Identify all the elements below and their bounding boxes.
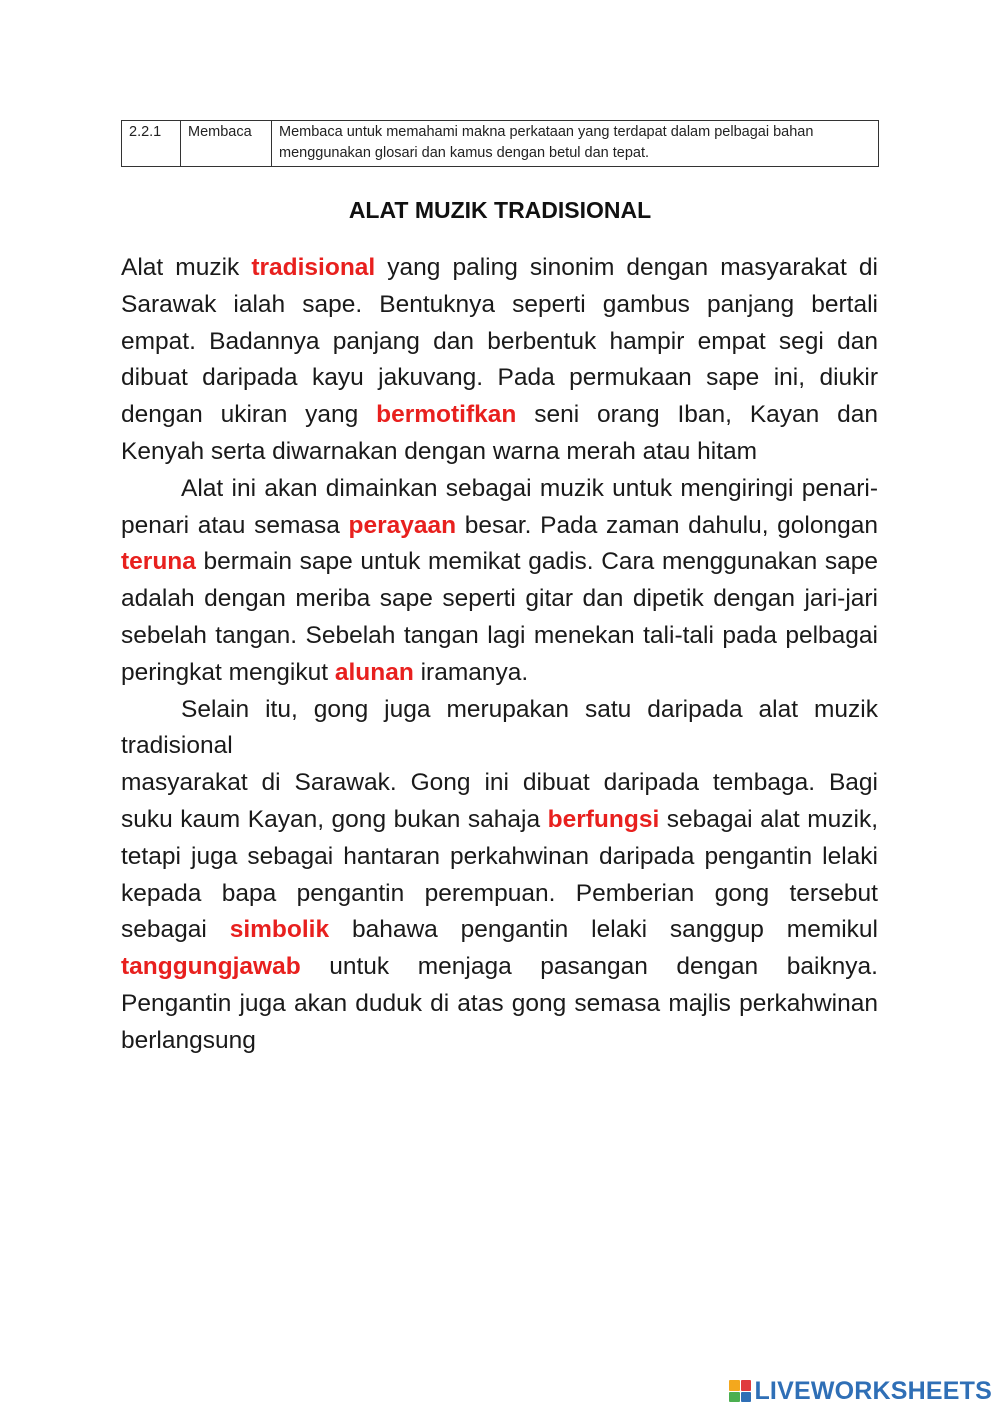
keyword-teruna: teruna <box>121 548 196 576</box>
article-body <box>121 250 878 1060</box>
text-segment: Selain itu, gong juga merupakan satu daripada alat muzik tradisional <box>121 695 878 760</box>
text-segment: Alat muzik <box>121 254 252 281</box>
paragraph-sape-usage <box>121 471 878 692</box>
keyword-berfungsi: berfungsi <box>547 805 660 833</box>
page-title: ALAT MUZIK TRADISIONAL <box>348 197 652 223</box>
paragraph-sape-intro <box>121 250 878 471</box>
standard-table <box>121 120 879 167</box>
text-segment: Alat ini akan dimainkan sebagai muzik untuk mengiringi penari-penari atau semasa <box>121 474 878 539</box>
keyword-perayaan: perayaan <box>348 511 457 539</box>
text-segment: iramanya. <box>413 658 529 686</box>
standard-code: 2.2.1 <box>122 121 181 167</box>
liveworksheets-logo-icon <box>729 1380 751 1402</box>
text-segment: untuk menjaga pasangan dengan baiknya. Pengantin juga akan duduk di atas gong semasa majlis perkahwinan berlangsung <box>121 953 878 1054</box>
keyword-alunan: alunan <box>334 658 414 686</box>
text-segment: besar. Pada zaman dahulu, golongan <box>456 511 879 539</box>
keyword-tradisional: tradisional <box>251 254 376 281</box>
text-segment: yang paling sinonim dengan masyarakat di Sarawak ialah sape. Bentuknya seperti gambus panjang bertali empat. Badannya panjang dan berbentuk hampir empat segi dan dibuat daripada kayu jakuvang. Pada permukaan sape ini, diukir dengan ukiran yang <box>121 254 878 429</box>
liveworksheets-brand-text: LIVEWORKSHEETS <box>754 1376 992 1405</box>
text-segment: seni orang Iban, Kayan dan Kenyah serta diwarnakan dengan warna merah atau hitam <box>121 401 879 465</box>
keyword-bermotifkan: bermotifkan <box>376 401 517 429</box>
standard-description: Membaca untuk memahami makna perkataan yang terdapat dalam pelbagai bahan menggunakan glosari dan kamus dengan betul dan tepat. <box>272 121 879 167</box>
text-segment: masyarakat di Sarawak. Gong ini dibuat daripada tembaga. Bagi suku kaum Kayan, gong bukan sahaja <box>121 769 878 833</box>
keyword-tanggungjawab: tanggungjawab <box>121 953 301 981</box>
paragraph-gong-intro <box>121 692 878 766</box>
text-segment: bahawa pengantin lelaki sanggup memikul <box>329 916 878 944</box>
text-segment: sebagai alat muzik, tetapi juga sebagai hantaran perkahwinan daripada pengantin lelaki kepada bapa pengantin perempuan. Pemberian gong tersebut sebagai <box>121 805 878 944</box>
standard-skill: Membaca <box>181 121 272 167</box>
liveworksheets-watermark <box>729 1377 992 1405</box>
standard-row <box>122 121 879 167</box>
keyword-simbolik: simbolik <box>229 916 330 944</box>
paragraph-gong-details <box>121 765 878 1059</box>
text-segment: bermain sape untuk memikat gadis. Cara menggunakan sape adalah dengan meriba sape seperti gitar dan dipetik dengan jari-jari sebelah tangan. Sebelah tangan lagi menekan tali-tali pada pelbagai peringkat mengikut <box>121 548 878 686</box>
